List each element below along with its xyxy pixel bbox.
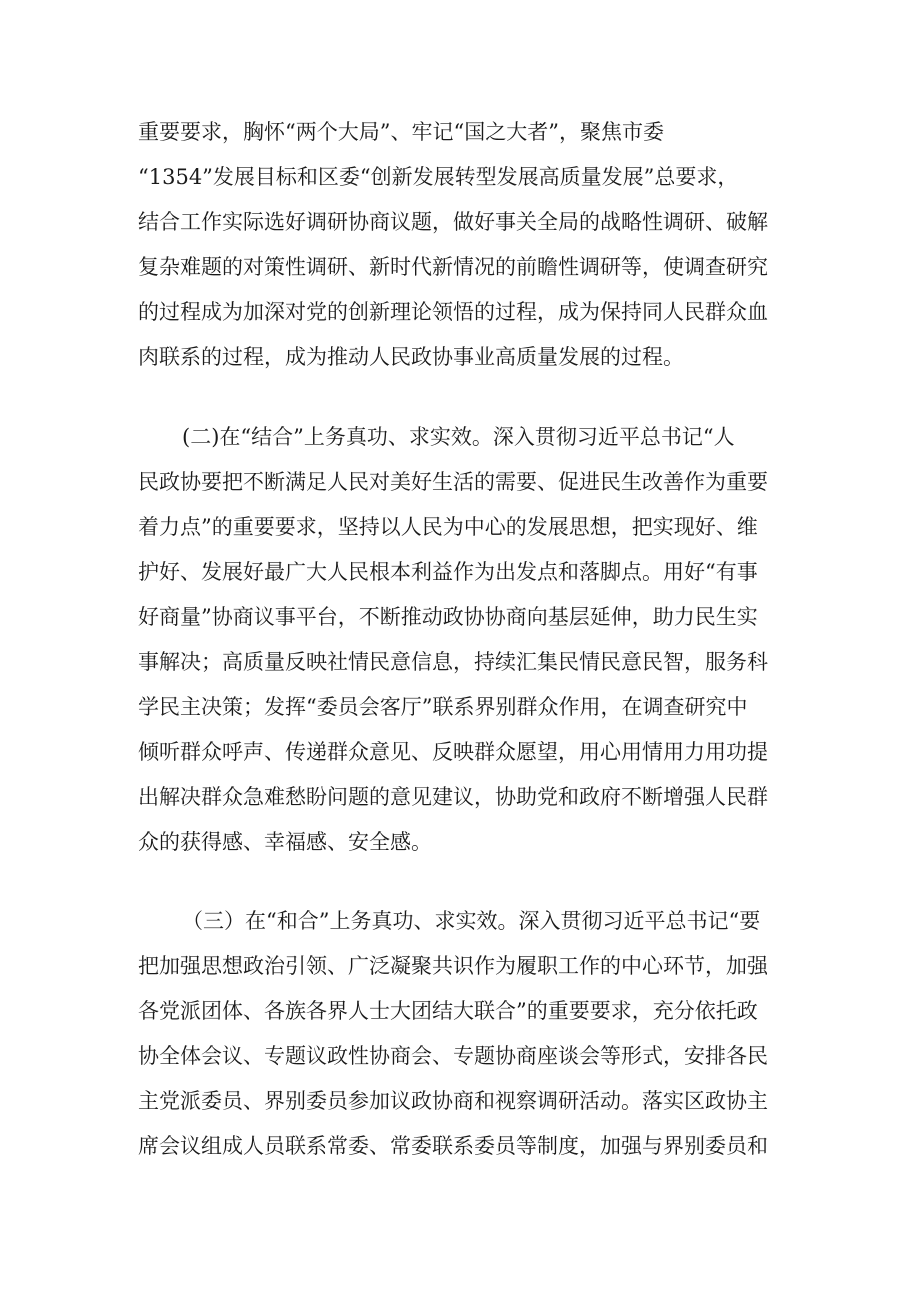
paragraph-line: 把加强思想政治引领、广泛凝聚共识作为履职工作的中心环节，加强 <box>138 954 768 978</box>
paragraph-line: （三）在“和合”上务真功、求实效。深入贯彻习近平总书记“要 <box>182 909 761 933</box>
paragraph-line: 的过程成为加深对党的创新理论领悟的过程，成为保持同人民群众血 <box>138 300 768 324</box>
paragraph-line: 复杂难题的对策性调研、新时代新情况的前瞻性调研等，使调查研究 <box>138 255 768 279</box>
paragraph-line: “1354”发展目标和区委“创新发展转型发展高质量发展”总要求， <box>138 165 739 189</box>
paragraph-line: 民政协要把不断满足人民对美好生活的需要、促进民生改善作为重要 <box>138 470 768 494</box>
paragraph-line: 着力点”的重要要求，坚持以人民为中心的发展思想，把实现好、维 <box>138 515 758 539</box>
paragraph-line: 好商量”协商议事平台，不断推动政协协商向基层延伸，助力民生实 <box>138 605 758 629</box>
paragraph-line: 事解决；高质量反映社情民意信息，持续汇集民情民意民智，服务科 <box>138 650 768 674</box>
paragraph-line: 席会议组成人员联系常委、常委联系委员等制度，加强与界别委员和 <box>138 1134 768 1158</box>
paragraph-line: (二)在“结合”上务真功、求实效。深入贯彻习近平总书记“人 <box>182 425 735 449</box>
paragraph-line: 主党派委员、界别委员参加议政协商和视察调研活动。落实区政协主 <box>138 1089 768 1113</box>
paragraph-line: 出解决群众急难愁盼问题的意见建议，协助党和政府不断增强人民群 <box>138 785 768 809</box>
paragraph-line: 结合工作实际选好调研协商议题，做好事关全局的战略性调研、破解 <box>138 210 768 234</box>
paragraph-line: 倾听群众呼声、传递群众意见、反映群众愿望，用心用情用力用功提 <box>138 740 768 764</box>
paragraph-line: 重要要求，胸怀“两个大局”、牢记“国之大者”，聚焦市委 <box>138 120 664 144</box>
paragraph-line: 众的获得感、幸福感、安全感。 <box>138 830 432 854</box>
paragraph-line: 学民主决策；发挥“委员会客厅”联系界别群众作用，在调查研究中 <box>138 695 748 719</box>
paragraph-line: 肉联系的过程，成为推动人民政协事业高质量发展的过程。 <box>138 345 684 369</box>
paragraph-line: 护好、发展好最广大人民根本利益作为出发点和落脚点。用好“有事 <box>138 560 758 584</box>
paragraph-line: 各党派团体、各族各界人士大团结大联合”的重要要求，充分依托政 <box>138 999 758 1023</box>
paragraph-line: 协全体会议、专题议政性协商会、专题协商座谈会等形式，安排各民 <box>138 1044 768 1068</box>
